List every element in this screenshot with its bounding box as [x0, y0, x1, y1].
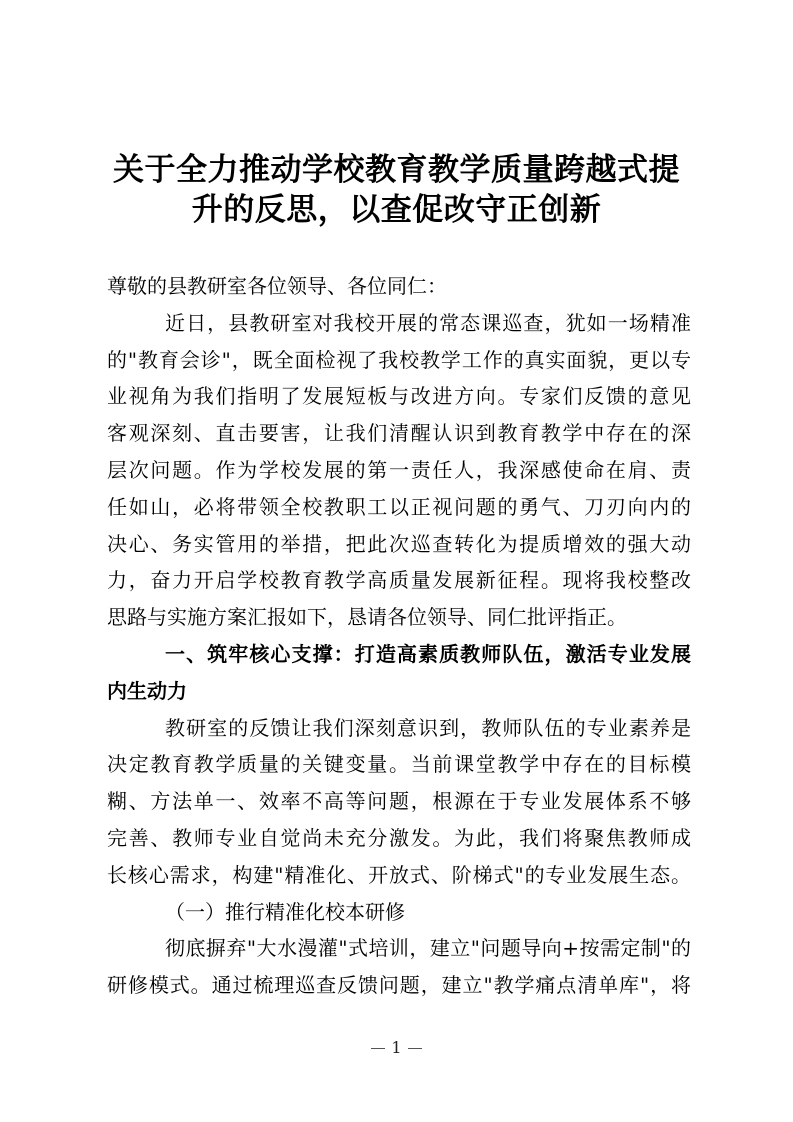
- paragraph-1-line: 客观深刻、直击要害，让我们清醒认识到教育教学中存在的深: [107, 421, 691, 446]
- paragraph-1-line: 决心、务实管用的举措，把此次巡查转化为提质增效的强大动: [107, 531, 691, 556]
- paragraph-1-line: 层次问题。作为学校发展的第一责任人，我深感使命在肩、责: [107, 457, 691, 482]
- paragraph-1-line: 任如山，必将带领全校教职工以正视问题的勇气、刀刃向内的: [107, 494, 691, 519]
- document-title: [100, 150, 693, 230]
- paragraph-3-line: 彻底摒弃"大水漫灌"式培训，建立"问题导向+按需定制"的: [165, 936, 691, 961]
- paragraph-2-line: 长核心需求，构建"精准化、开放式、阶梯式"的专业发展生态。: [107, 862, 691, 887]
- section-1-heading: 一、筑牢核心支撑：打造高素质教师队伍，激活专业发展: [165, 641, 691, 666]
- paragraph-1-line: 力，奋力开启学校教育教学高质量发展新征程。现将我校整改: [107, 568, 691, 593]
- dash-left: [371, 1048, 385, 1049]
- page-number-value: 1: [391, 1038, 402, 1057]
- salutation: 尊敬的县教研室各位领导、各位同仁：: [107, 274, 447, 298]
- title-line-1: 关于全力推动学校教育教学质量跨越式提: [113, 152, 680, 188]
- paragraph-3-line: 研修模式。通过梳理巡查反馈问题，建立"教学痛点清单库"，将: [107, 973, 691, 998]
- dash-right: [408, 1048, 422, 1049]
- paragraph-2-line: 决定教育教学质量的关键变量。当前课堂教学中存在的目标模: [107, 752, 691, 777]
- paragraph-2-line: 教研室的反馈让我们深刻意识到，教师队伍的专业素养是: [165, 715, 691, 740]
- page-number: [0, 1038, 793, 1057]
- section-1-heading-cont: 内生动力: [107, 678, 187, 703]
- paragraph-2-line: 完善、教师专业自觉尚未充分激发。为此，我们将聚焦教师成: [107, 825, 691, 850]
- paragraph-1-line: 思路与实施方案汇报如下，恳请各位领导、同仁批评指正。: [107, 605, 627, 630]
- document-body: [107, 268, 691, 1004]
- paragraph-1-line: 近日，县教研室对我校开展的常态课巡查，犹如一场精准: [165, 310, 691, 335]
- paragraph-2-line: 糊、方法单一、效率不高等问题，根源在于专业发展体系不够: [107, 789, 691, 814]
- paragraph-1-line: 业视角为我们指明了发展短板与改进方向。专家们反馈的意见: [107, 384, 691, 409]
- subsection-1-heading: （一）推行精准化校本研修: [165, 899, 405, 924]
- title-line-2: 升的反思，以查促改守正创新: [191, 192, 602, 228]
- paragraph-1-line: 的"教育会诊"，既全面检视了我校教学工作的真实面貌，更以专: [107, 347, 691, 372]
